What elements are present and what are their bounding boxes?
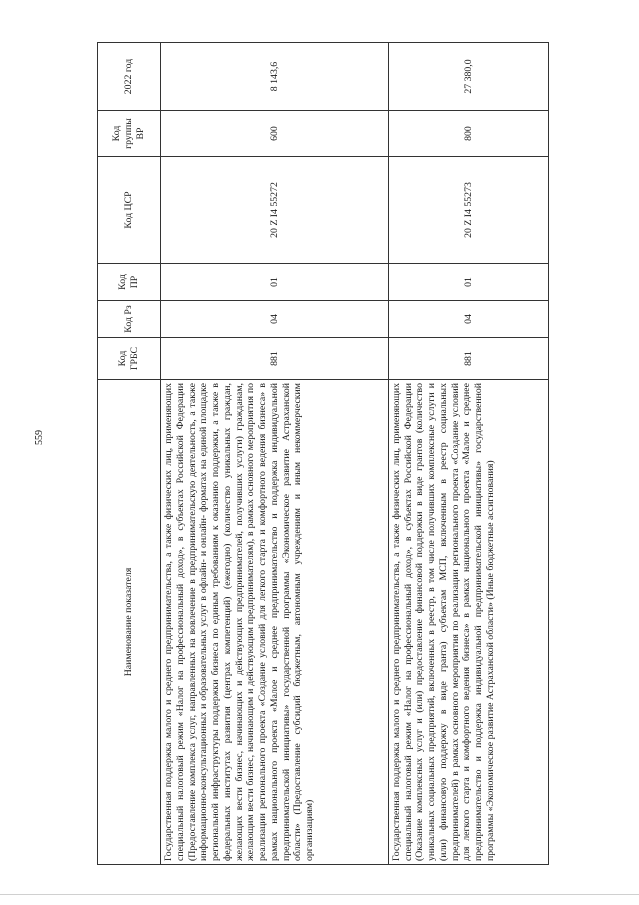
row-grbs: 881 xyxy=(388,338,548,380)
row-name: Государственная поддержка малого и среднего предпринимательства, а также физических лиц, применяющих специальный налоговый режим «Налог на профессиональный доход», в субъектах Российской Федерации (Оказание комплексных услуг и (или) предоставление финансовой поддержки в виде грантов (количество уникальных социальных предприятий, включенных в реестр, в том числе получивших комплексные услуги и (или) финансовую поддержку в виде гранта) субъектам МСП, включенным в реестр социальных предпринимателей) в рамках основного мероприятия по реализации регионального проекта «Создание условий для легкого старта и комфортного ведения бизнеса» в рамках национального проекта «Малое и среднее предпринимательство и поддержка индивидуальной предпринимательской инициативы» государственной программы «Экономическое развитие Астраханской области» (Иные бюджетные ассигнования) xyxy=(388,380,548,865)
row-pr: 01 xyxy=(161,264,389,301)
header-name: Наименование показателя xyxy=(98,380,161,865)
budget-table xyxy=(97,42,549,865)
header-csr: Код ЦСР xyxy=(98,157,161,264)
row-vr: 600 xyxy=(161,111,389,157)
header-pr: Код ПР xyxy=(98,264,161,301)
row-rz: 04 xyxy=(388,301,548,338)
row-csr: 20 Z I4 55272 xyxy=(161,157,389,264)
row-grbs: 881 xyxy=(161,338,389,380)
header-rz: Код Рз xyxy=(98,301,161,338)
scan-edge-line xyxy=(0,894,639,895)
row-vr: 800 xyxy=(388,111,548,157)
header-vr: Код группы ВР xyxy=(98,111,161,157)
header-year: 2022 год xyxy=(98,43,161,111)
row-amount: 8 143,6 xyxy=(161,43,389,111)
row-rz: 04 xyxy=(161,301,389,338)
row-csr: 20 Z I4 55273 xyxy=(388,157,548,264)
table-row xyxy=(388,43,548,865)
table-row xyxy=(161,43,389,865)
row-amount: 27 380,0 xyxy=(388,43,548,111)
header-grbs: Код ГРБС xyxy=(98,338,161,380)
header-row xyxy=(98,43,161,865)
row-pr: 01 xyxy=(388,264,548,301)
rotated-table-container xyxy=(97,43,549,865)
row-name: Государственная поддержка малого и среднего предпринимательства, а также физических лиц, применяющих специальный налоговый режим «Налог на профессиональный доход», в субъектах Российской Федерации (Предоставление комплекса услуг, направленных на вовлечение в предпринимательскую деятельность, а также информационно-консультационных и образовательных услуг в офлайн- и онлайн- форматах на единой площадке региональной инфраструктуры поддержки бизнеса по единым требованиям к оказанию поддержки, а также в федеральных институтах развития (центрах компетенций) (ежегодно) (количество уникальных граждан, желающих вести бизнес, начинающих и действующих предпринимателей, получивших услуги) гражданам, желающим вести бизнес, начинающим и действующим предпринимателям), в рамках основного мероприятия по реализации регионального проекта «Создание условий для легкого старта и комфортного ведения бизнеса» в рамках национального проекта «Малое и среднее предпринимательство и поддержка индивидуальной предпринимательской инициативы» государственной программы «Экономическое развитие Астраханской области» (Предоставление субсидий бюджетным, автономным учреждениям и иным некоммерческим организациям) xyxy=(161,380,389,865)
page-number: 559 xyxy=(34,430,45,445)
